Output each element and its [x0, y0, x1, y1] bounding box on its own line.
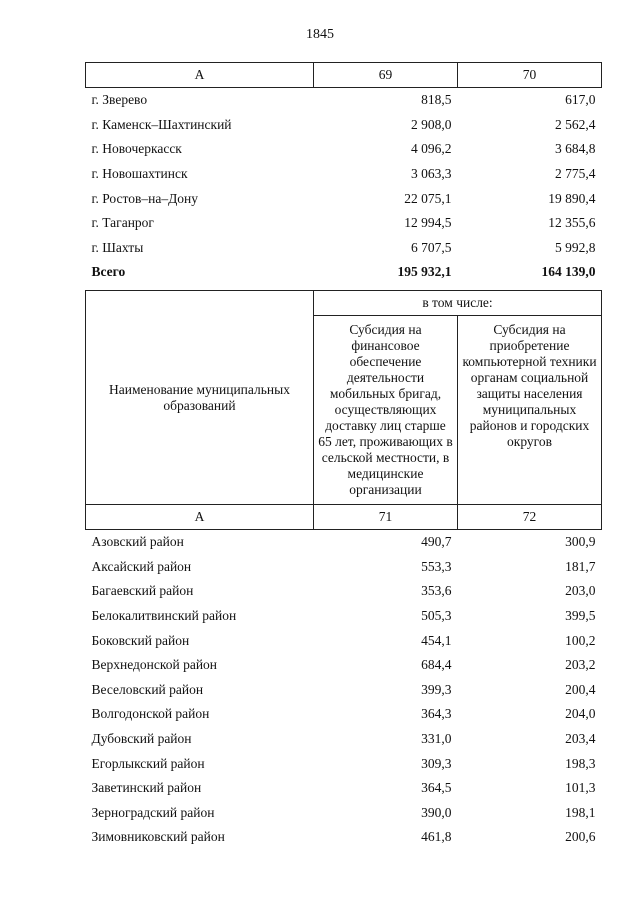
value-cell: 204,0: [565, 706, 596, 722]
value-cell: 19 890,4: [548, 190, 596, 206]
value-cell: 818,5: [421, 92, 452, 108]
municipality-name: Азовский район: [91, 534, 184, 550]
table-row: [86, 236, 602, 261]
municipality-name: Волгодонской район: [91, 706, 210, 722]
value-cell: 2 908,0: [411, 116, 452, 132]
value-cell: 3 063,3: [411, 166, 452, 182]
municipality-name: Егорлыкский район: [91, 755, 205, 771]
value-cell: 309,3: [421, 755, 452, 771]
column-header-a: А: [86, 63, 314, 88]
column-header-72: 72: [458, 505, 602, 530]
table-row: [86, 776, 602, 801]
value-cell: 203,4: [565, 731, 596, 747]
subsidy-mobile-brigades-header: Субсидия на финансовое обеспечение деятельности мобильных бригад, осуществляющих доставку лиц старше 65 лет, проживающих в сельской местности, в медицинские организации: [314, 316, 458, 505]
table-row: [86, 727, 602, 752]
value-cell: 4 096,2: [411, 141, 452, 157]
table-row: [86, 530, 602, 555]
municipality-name: г. Каменск–Шахтинский: [91, 116, 232, 132]
value-cell: 100,2: [565, 632, 596, 648]
value-cell: 203,0: [565, 583, 596, 599]
value-cell: 353,6: [421, 583, 452, 599]
municipality-name: Заветинский район: [91, 780, 202, 796]
table-row: [86, 801, 602, 826]
value-cell: 3 684,8: [555, 141, 596, 157]
value-cell: 12 355,6: [548, 215, 596, 231]
municipality-name: Веселовский район: [91, 681, 204, 697]
column-header-71: 71: [314, 505, 458, 530]
table-row: [86, 678, 602, 703]
page-number: 1845: [306, 27, 334, 42]
value-cell: 454,1: [421, 632, 452, 648]
value-cell: 101,3: [565, 780, 596, 796]
table-header-row: [86, 63, 602, 88]
table-row: [86, 628, 602, 653]
municipality-name: Дубовский район: [91, 731, 192, 747]
value-cell: 300,9: [565, 534, 596, 550]
value-cell: 200,4: [565, 681, 596, 697]
table-row: [86, 751, 602, 776]
table-row: [86, 555, 602, 580]
table-row: [86, 653, 602, 678]
value-cell: 399,5: [565, 608, 596, 624]
value-cell: 684,4: [421, 657, 452, 673]
value-cell: 6 707,5: [411, 239, 452, 255]
value-cell: 200,6: [565, 829, 596, 845]
total-value: 164 139,0: [541, 264, 596, 280]
municipality-name: Верхнедонской район: [91, 657, 218, 673]
table-subsidies-71-72: [85, 290, 602, 850]
municipality-name-header: Наименование муниципальных образований: [86, 291, 314, 505]
total-value: 195 932,1: [397, 264, 452, 280]
value-cell: 390,0: [421, 804, 452, 820]
value-cell: 2 562,4: [555, 116, 596, 132]
column-header-70: 70: [458, 63, 602, 88]
municipality-name: г. Новошахтинск: [91, 166, 188, 182]
value-cell: 399,3: [421, 681, 452, 697]
value-cell: 12 994,5: [404, 215, 452, 231]
value-cell: 617,0: [565, 92, 596, 108]
table-row: [86, 137, 602, 162]
municipality-name: Аксайский район: [91, 558, 192, 574]
table-row: [86, 113, 602, 138]
value-cell: 198,1: [565, 804, 596, 820]
municipality-name: Белокалитвинский район: [91, 608, 237, 624]
table-header-row: [86, 505, 602, 530]
table-row: [86, 211, 602, 236]
total-row: [86, 260, 602, 285]
value-cell: 364,3: [421, 706, 452, 722]
municipality-name: г. Таганрог: [91, 215, 154, 231]
municipality-name: г. Новочеркасск: [91, 141, 182, 157]
including-header: в том числе:: [314, 291, 602, 316]
value-cell: 22 075,1: [404, 190, 452, 206]
municipality-name: г. Ростов–на–Дону: [91, 190, 199, 206]
column-header-69: 69: [314, 63, 458, 88]
column-header-a: А: [86, 505, 314, 530]
value-cell: 198,3: [565, 755, 596, 771]
subsidy-computer-equipment-header: Субсидия на приобретение компьютерной техники органам социальной защиты населения муниципальных районов и городских округов: [458, 316, 602, 505]
municipality-name: Боковский район: [91, 632, 190, 648]
value-cell: 553,3: [421, 558, 452, 574]
table-row: [86, 579, 602, 604]
value-cell: 181,7: [565, 558, 596, 574]
table-row: [86, 604, 602, 629]
table-row: [86, 162, 602, 187]
table-subsidies-69-70: [85, 62, 602, 285]
value-cell: 203,2: [565, 657, 596, 673]
municipality-name: г. Шахты: [91, 239, 144, 255]
table-row: [86, 186, 602, 211]
table-row: [86, 702, 602, 727]
table-row: [86, 825, 602, 850]
value-cell: 5 992,8: [555, 239, 596, 255]
table-row: [86, 88, 602, 113]
value-cell: 461,8: [421, 829, 452, 845]
value-cell: 2 775,4: [555, 166, 596, 182]
municipality-name: г. Зверево: [91, 92, 148, 108]
total-label: Всего: [91, 264, 126, 280]
value-cell: 364,5: [421, 780, 452, 796]
municipality-name: Зимовниковский район: [91, 829, 225, 845]
value-cell: 331,0: [421, 731, 452, 747]
value-cell: 505,3: [421, 608, 452, 624]
municipality-name: Зерноградский район: [91, 804, 215, 820]
municipality-name: Багаевский район: [91, 583, 194, 599]
value-cell: 490,7: [421, 534, 452, 550]
